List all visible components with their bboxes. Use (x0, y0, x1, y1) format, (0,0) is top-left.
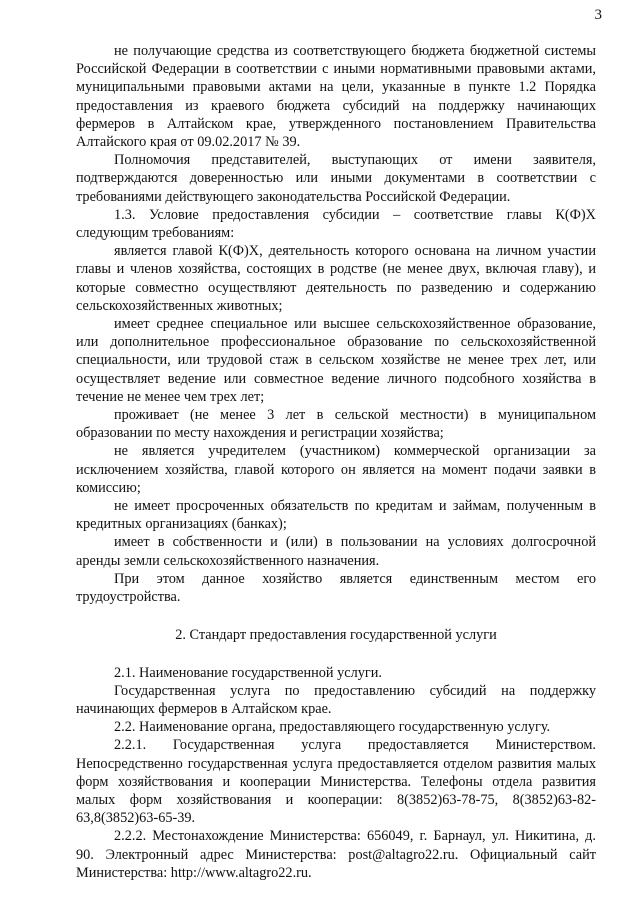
paragraph-service-description: Государственная услуга по предоставлению субсидий на поддержку начинающих фермеров в Алтайском крае. (76, 682, 596, 717)
requirement-head-of-farm: является главой К(Ф)Х, деятельность которого основана на личном участии главы и членов хозяйства, состоящих в родстве (не менее двух, включая главу), и которые совместно осуществляют деятельность по разведению и содержанию сельскохозяйственных животных; (76, 243, 596, 314)
requirement-land: имеет в собственности и (или) в пользовании на условиях долгосрочной аренды земли сельскохозяйственного назначения. (76, 534, 596, 569)
requirement-not-founder: не является учредителем (участником) коммерческой организации за исключением хозяйства, главой которого он является на момент подачи заявки в комиссию; (76, 443, 596, 496)
paragraph-condition-1-3: 1.3. Условие предоставления субсидии – соответствие главы К(Ф)Х следующим требованиям: (76, 206, 596, 242)
document-body (76, 42, 596, 882)
paragraph-2-1: 2.1. Наименование государственной услуги. (114, 664, 382, 681)
paragraph-2-2: 2.2. Наименование органа, предоставляющего государственную услугу. (114, 719, 551, 736)
requirement-no-overdue-debt: не имеет просроченных обязательств по кредитам и займам, полученным в кредитных организациях (банках); (76, 498, 596, 533)
section-heading: 2. Стандарт предоставления государственной услуги (175, 627, 497, 644)
paragraph-representatives: Полномочия представителей, выступающих от имени заявителя, подтверждаются доверенностью или иными документами в соответствии с требованиями действующего законодательства Российской Федерации. (76, 152, 596, 205)
paragraph-sole-employment: При этом данное хозяйство является единственным местом его трудоустройства. (76, 570, 596, 606)
paragraph-continuation: не получающие средства из соответствующего бюджета бюджетной системы Российской Федерации в соответствии с иными нормативными правовыми актами, муниципальными правовыми актами на цели, указанные в пункте 1.2 Порядка предоставления из краевого бюджета субсидий на поддержку начинающих фермеров в Алтайском крае, утвержденного постановлением Правительства Алтайского края от 09.02.2017 № 39. (76, 43, 596, 151)
paragraph-2-2-2: 2.2.2. Местонахождение Министерства: 656049, г. Барнаул, ул. Никитина, д. 90. Электронный адрес Министерства: post@altagro22.ru. Официальный сайт Министерства: http://www.altagro22.ru. (76, 828, 596, 881)
requirement-residence: проживает (не менее 3 лет в сельской местности) в муниципальном образовании по месту нахождения и регистрации хозяйства; (76, 407, 596, 442)
page-number: 3 (594, 7, 602, 23)
requirement-education: имеет среднее специальное или высшее сельскохозяйственное образование, или дополнительное профессиональное образование по сельскохозяйственной специальности, или трудовой стаж в сельском хозяйстве не менее трех лет, или осуществляет ведение или совместное ведение личного подсобного хозяйства в течение не менее чем трех лет; (76, 316, 596, 405)
paragraph-2-2-1: 2.2.1. Государственная услуга предоставляется Министерством. Непосредственно государственная услуга предоставляется отделом развития малых форм хозяйствования и кооперации Министерства. Телефоны отдела развития малых форм хозяйствования и кооперации: 8(3852)63-78-75, 8(3852)63-82-63,8(3852)63-65-39. (76, 737, 596, 827)
